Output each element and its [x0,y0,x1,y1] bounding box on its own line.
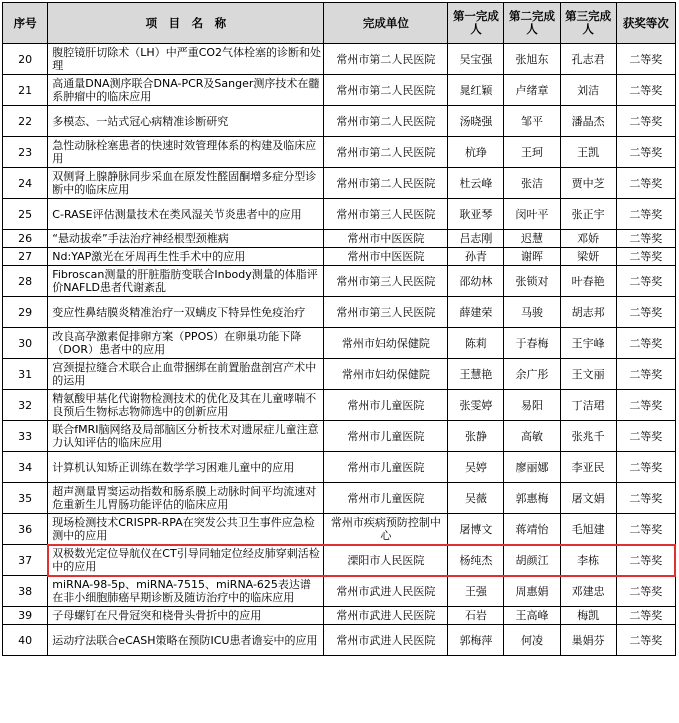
cell-project: Fibroscan测量的肝脏脂肪变联合Inbody测量的体脂评价NAFLD患者代谢紊乱 [48,266,324,297]
cell-award: 二等奖 [616,44,675,75]
cell-person3: 屠文娟 [560,483,616,514]
cell-person3: 毛旭建 [560,514,616,545]
cell-person1: 耿亚琴 [448,199,504,230]
cell-person2: 马骏 [504,297,560,328]
cell-person1: 杭琤 [448,137,504,168]
cell-no: 35 [3,483,48,514]
cell-person3: 丁洁珺 [560,390,616,421]
cell-award: 二等奖 [616,230,675,248]
cell-award: 二等奖 [616,576,675,607]
table-row [3,106,676,137]
cell-person3: 邓娇 [560,230,616,248]
table-row [3,545,676,576]
cell-project: Nd:YAP激光在牙周再生性手术中的应用 [48,248,324,266]
table-row [3,483,676,514]
cell-person1: 杜云峰 [448,168,504,199]
cell-award: 二等奖 [616,106,675,137]
cell-person1: 石岩 [448,607,504,625]
table-row [3,514,676,545]
cell-unit: 常州市中医医院 [324,230,448,248]
cell-unit: 常州市武进人民医院 [324,607,448,625]
cell-unit: 常州市妇幼保健院 [324,328,448,359]
table-row [3,607,676,625]
cell-project: 运动疗法联合eCASH策略在预防ICU患者谵妄中的应用 [48,625,324,656]
cell-person1: 吴婷 [448,452,504,483]
cell-person3: 李栋 [560,545,616,576]
cell-project: 现场检测技术CRISPR-RPA在突发公共卫生事件应急检测中的应用 [48,514,324,545]
cell-no: 25 [3,199,48,230]
cell-person2: 张旭东 [504,44,560,75]
header-award: 获奖等次 [616,3,675,44]
cell-project: 变应性鼻结膜炎精准治疗一双螨皮下特异性免疫治疗 [48,297,324,328]
cell-project: 精氨酸甲基化代谢物检测技术的优化及其在儿童哮喘不良预后生物标志物筛选中的创新应用 [48,390,324,421]
cell-person3: 叶春艳 [560,266,616,297]
cell-no: 40 [3,625,48,656]
cell-unit: 常州市第二人民医院 [324,137,448,168]
table-row [3,230,676,248]
cell-award: 二等奖 [616,199,675,230]
cell-person3: 张正宇 [560,199,616,230]
table-row [3,199,676,230]
cell-no: 36 [3,514,48,545]
header-person1: 第一完成人 [448,3,504,44]
cell-person3: 刘洁 [560,75,616,106]
cell-person2: 卢绪章 [504,75,560,106]
cell-unit: 常州市儿童医院 [324,452,448,483]
cell-unit: 常州市第二人民医院 [324,44,448,75]
table-row [3,44,676,75]
cell-award: 二等奖 [616,75,675,106]
header-person2: 第二完成人 [504,3,560,44]
cell-project: “悬动拔牵”手法治疗神经根型颈椎病 [48,230,324,248]
cell-person2: 胡颜江 [504,545,560,576]
cell-no: 26 [3,230,48,248]
table-row [3,421,676,452]
cell-person3: 邓建忠 [560,576,616,607]
cell-project: 子母螺钉在尺骨冠突和桡骨头骨折中的应用 [48,607,324,625]
cell-person2: 张洁 [504,168,560,199]
cell-no: 32 [3,390,48,421]
cell-person2: 廖丽娜 [504,452,560,483]
table-body [3,44,676,656]
cell-person2: 闵叶平 [504,199,560,230]
cell-person2: 王高峰 [504,607,560,625]
cell-no: 33 [3,421,48,452]
cell-project: 急性动脉栓塞患者的快速时效管理体系的构建及临床应用 [48,137,324,168]
cell-award: 二等奖 [616,607,675,625]
cell-unit: 常州市武进人民医院 [324,576,448,607]
cell-award: 二等奖 [616,328,675,359]
header-no: 序号 [3,3,48,44]
table-row [3,248,676,266]
cell-award: 二等奖 [616,359,675,390]
cell-no: 28 [3,266,48,297]
table-row [3,266,676,297]
cell-person1: 郭梅萍 [448,625,504,656]
cell-award: 二等奖 [616,248,675,266]
cell-unit: 溧阳市人民医院 [324,545,448,576]
cell-unit: 常州市儿童医院 [324,483,448,514]
cell-project: 腹腔镜肝切除术（LH）中严重CO2气体栓塞的诊断和处理 [48,44,324,75]
cell-unit: 常州市武进人民医院 [324,625,448,656]
cell-person1: 张雯婷 [448,390,504,421]
table-row [3,328,676,359]
header-project: 项 目 名 称 [48,3,324,44]
cell-person3: 梁妍 [560,248,616,266]
cell-project: 联合fMRI脑网络及局部脑区分析技术对遗尿症儿童注意力认知评估的临床应用 [48,421,324,452]
cell-person2: 谢晖 [504,248,560,266]
cell-award: 二等奖 [616,137,675,168]
cell-person3: 孔志君 [560,44,616,75]
cell-award: 二等奖 [616,514,675,545]
table-row [3,452,676,483]
cell-person2: 余广彤 [504,359,560,390]
cell-unit: 常州市第二人民医院 [324,168,448,199]
cell-no: 39 [3,607,48,625]
cell-person2: 郭惠梅 [504,483,560,514]
cell-person3: 梅凯 [560,607,616,625]
cell-person1: 陈莉 [448,328,504,359]
table-row [3,390,676,421]
cell-project: 高通量DNA测序联合DNA-PCR及Sanger测序技术在髓系肿瘤中的临床应用 [48,75,324,106]
cell-no: 29 [3,297,48,328]
cell-project: 超声测量胃窦运动指数和肠系膜上动脉时间平均流速对危重新生儿胃肠功能评估的临床应用 [48,483,324,514]
cell-person2: 周惠娟 [504,576,560,607]
cell-person2: 王珂 [504,137,560,168]
table-row [3,576,676,607]
header-person3: 第三完成人 [560,3,616,44]
cell-project: 计算机认知矫正训练在数学学习困难儿童中的应用 [48,452,324,483]
cell-person1: 张静 [448,421,504,452]
cell-person3: 潘晶杰 [560,106,616,137]
cell-person2: 邹平 [504,106,560,137]
cell-person1: 晁红颖 [448,75,504,106]
header-row [3,3,676,44]
cell-person3: 王宇峰 [560,328,616,359]
cell-award: 二等奖 [616,421,675,452]
table-row [3,168,676,199]
cell-person2: 于春梅 [504,328,560,359]
awards-table [2,2,676,656]
cell-award: 二等奖 [616,483,675,514]
table-row [3,137,676,168]
cell-person1: 吕志刚 [448,230,504,248]
cell-person1: 邵幼林 [448,266,504,297]
cell-project: 双侧肾上腺静脉同步采血在原发性醛固酮增多症分型诊断中的临床应用 [48,168,324,199]
cell-no: 23 [3,137,48,168]
cell-person1: 王强 [448,576,504,607]
cell-no: 22 [3,106,48,137]
cell-no: 31 [3,359,48,390]
cell-project: 双极数光定位导航仪在CT引导同轴定位经皮肺穿刺活检中的应用 [48,545,324,576]
cell-person1: 吴薇 [448,483,504,514]
cell-unit: 常州市第三人民医院 [324,297,448,328]
cell-person3: 贾中芝 [560,168,616,199]
cell-award: 二等奖 [616,452,675,483]
cell-no: 21 [3,75,48,106]
cell-unit: 常州市妇幼保健院 [324,359,448,390]
cell-award: 二等奖 [616,297,675,328]
cell-person2: 迟慧 [504,230,560,248]
cell-person2: 易阳 [504,390,560,421]
cell-no: 20 [3,44,48,75]
cell-person1: 汤晓强 [448,106,504,137]
cell-award: 二等奖 [616,625,675,656]
cell-no: 38 [3,576,48,607]
table-row [3,297,676,328]
cell-project: 宫颈提拉缝合术联合止血带捆绑在前置胎盘剖宫产术中的运用 [48,359,324,390]
cell-no: 27 [3,248,48,266]
cell-person2: 何凌 [504,625,560,656]
header-unit: 完成单位 [324,3,448,44]
cell-project: miRNA-98-5p、miRNA-7515、miRNA-625表达谱在非小细胞肺癌早期诊断及随访治疗中的临床应用 [48,576,324,607]
table-row [3,359,676,390]
cell-unit: 常州市疾病预防控制中心 [324,514,448,545]
cell-person3: 王文丽 [560,359,616,390]
cell-person2: 张锁对 [504,266,560,297]
cell-person3: 胡志邦 [560,297,616,328]
cell-award: 二等奖 [616,168,675,199]
cell-project: C-RASE评估测量技术在类风湿关节炎患者中的应用 [48,199,324,230]
cell-no: 34 [3,452,48,483]
cell-no: 37 [3,545,48,576]
cell-project: 改良高孕激素促排卵方案（PPOS）在卵巢功能下降（DOR）患者中的应用 [48,328,324,359]
cell-unit: 常州市第二人民医院 [324,75,448,106]
cell-person2: 高敏 [504,421,560,452]
cell-person1: 孙青 [448,248,504,266]
table-row [3,625,676,656]
cell-person3: 李亚民 [560,452,616,483]
cell-unit: 常州市中医医院 [324,248,448,266]
cell-award: 二等奖 [616,545,675,576]
cell-unit: 常州市儿童医院 [324,390,448,421]
cell-person3: 王凯 [560,137,616,168]
cell-no: 24 [3,168,48,199]
cell-person3: 巢娟芬 [560,625,616,656]
cell-project: 多模态、一站式冠心病精准诊断研究 [48,106,324,137]
table-row [3,75,676,106]
cell-award: 二等奖 [616,266,675,297]
cell-person2: 蒋靖怡 [504,514,560,545]
cell-unit: 常州市第三人民医院 [324,199,448,230]
cell-no: 30 [3,328,48,359]
cell-award: 二等奖 [616,390,675,421]
cell-person1: 杨纯杰 [448,545,504,576]
cell-unit: 常州市第二人民医院 [324,106,448,137]
cell-unit: 常州市第三人民医院 [324,266,448,297]
cell-person1: 薛建荣 [448,297,504,328]
cell-person1: 吴宝强 [448,44,504,75]
cell-person3: 张兆千 [560,421,616,452]
cell-unit: 常州市儿童医院 [324,421,448,452]
cell-person1: 王慧艳 [448,359,504,390]
cell-person1: 屠博文 [448,514,504,545]
